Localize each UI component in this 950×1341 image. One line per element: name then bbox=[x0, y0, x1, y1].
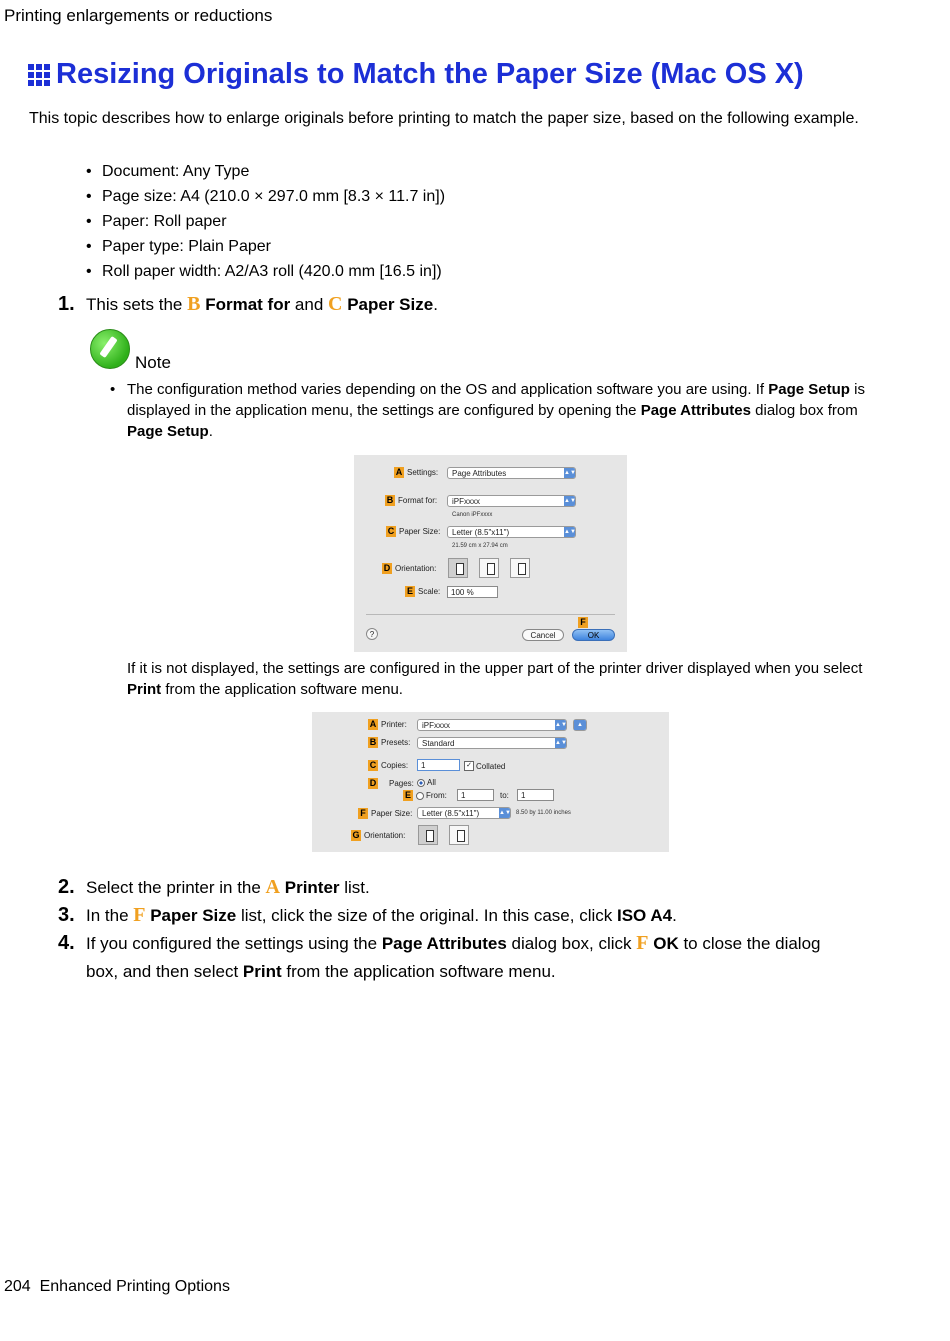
all-pages-radio[interactable] bbox=[417, 779, 425, 787]
step-number: 3. bbox=[58, 904, 75, 926]
callout-tag: E bbox=[404, 790, 411, 800]
all-label: All bbox=[427, 778, 436, 787]
paper-dimensions: 8.50 by 11.00 inches bbox=[516, 810, 571, 816]
step-number: 2. bbox=[58, 876, 75, 898]
topic-grid-icon bbox=[28, 64, 50, 86]
printer-label: Printer: bbox=[381, 720, 407, 729]
copies-input[interactable]: 1 bbox=[417, 759, 460, 771]
scale-input[interactable]: 100 % bbox=[447, 586, 498, 598]
page-title-text: Resizing Originals to Match the Paper Size (Mac OS X) bbox=[56, 58, 804, 90]
step-4 bbox=[58, 929, 838, 986]
page-range-radio[interactable] bbox=[416, 792, 424, 800]
orientation-label: Orientation: bbox=[395, 564, 437, 573]
step-2 bbox=[58, 873, 370, 902]
callout-tag: B bbox=[386, 495, 394, 505]
chevron-updown-icon: ▲▼ bbox=[555, 740, 567, 746]
paper-size-label: Paper Size: bbox=[399, 527, 441, 536]
disclosure-button[interactable] bbox=[573, 719, 587, 731]
paper-size-popup[interactable]: Letter (8.5"x11") ▲▼ bbox=[447, 526, 576, 538]
landscape-right-orientation-icon[interactable] bbox=[510, 558, 530, 578]
cancel-button[interactable]: Cancel bbox=[522, 629, 564, 641]
callout-tag: D bbox=[369, 778, 377, 788]
step-number: 4. bbox=[58, 932, 75, 954]
chevron-updown-icon: ▲▼ bbox=[564, 529, 576, 535]
format-for-popup[interactable]: iPFxxxx ▲▼ bbox=[447, 495, 576, 507]
settings-popup[interactable]: Page Attributes ▲▼ bbox=[447, 467, 576, 479]
presets-label: Presets: bbox=[381, 738, 411, 747]
note-text: • The configuration method varies depending on the OS and application software you are using. If Page Setup is displayed in the application menu, the settings are configured by opening the Page Attributes dialog box from Page Setup. bbox=[110, 381, 865, 440]
chevron-updown-icon: ▲▼ bbox=[499, 810, 511, 816]
list-item: • Paper type: Plain Paper bbox=[86, 234, 445, 259]
to-input[interactable]: 1 bbox=[517, 789, 554, 801]
printer-popup[interactable]: iPFxxxx ▲▼ bbox=[417, 719, 567, 731]
ok-button[interactable]: OK bbox=[572, 629, 615, 641]
list-item: • Document: Any Type bbox=[86, 159, 445, 184]
page-number: 204 bbox=[4, 1278, 31, 1295]
paper-size-subtext: 21.59 cm x 27.94 cm bbox=[452, 543, 508, 549]
intro-paragraph: This topic describes how to enlarge originals before printing to match the paper size, based on the following example. bbox=[29, 110, 859, 127]
copies-label: Copies: bbox=[381, 761, 409, 770]
list-item: • Paper: Roll paper bbox=[86, 209, 445, 234]
callout-tag: B bbox=[369, 737, 377, 747]
callout-tag: E bbox=[406, 586, 413, 596]
step-text: If you configured the settings using the Page Attributes dialog box, click F OK to close the dialog box, and then select Print from the application software menu. bbox=[86, 932, 821, 981]
paper-size-popup[interactable]: Letter (8.5"x11") ▲▼ bbox=[417, 807, 511, 819]
note-label: Note bbox=[135, 353, 171, 372]
landscape-orientation-icon[interactable] bbox=[449, 825, 469, 845]
to-label: to: bbox=[500, 791, 509, 800]
step-number: 1. bbox=[58, 293, 75, 315]
portrait-orientation-icon[interactable] bbox=[448, 558, 468, 578]
callout-tag: F bbox=[358, 808, 368, 819]
paper-size-label: Paper Size: bbox=[371, 809, 413, 818]
format-for-label: Format for: bbox=[398, 496, 438, 505]
settings-label: Settings: bbox=[407, 468, 439, 477]
chevron-updown-icon: ▲▼ bbox=[564, 498, 576, 504]
callout-tag: C bbox=[369, 760, 377, 770]
footer-section: Enhanced Printing Options bbox=[39, 1278, 230, 1295]
landscape-left-orientation-icon[interactable] bbox=[479, 558, 499, 578]
callout-tag: A bbox=[369, 719, 377, 729]
chevron-updown-icon: ▲▼ bbox=[564, 470, 576, 476]
callout-tag: D bbox=[383, 563, 391, 573]
page-attributes-dialog bbox=[354, 455, 627, 652]
example-list bbox=[86, 159, 445, 284]
help-icon[interactable]: ? bbox=[366, 628, 378, 640]
presets-popup[interactable]: Standard ▲▼ bbox=[417, 737, 567, 749]
page-title bbox=[28, 58, 804, 91]
step-text: Select the printer in the A Printer list. bbox=[86, 876, 370, 898]
list-item: • Roll paper width: A2/A3 roll (420.0 mm [16.5 in]) bbox=[86, 259, 445, 284]
divider bbox=[366, 614, 615, 615]
scale-label: Scale: bbox=[418, 587, 441, 596]
step-3 bbox=[58, 901, 677, 930]
callout-tag: G bbox=[352, 830, 360, 840]
callout-tag: A bbox=[395, 467, 403, 477]
pages-label: Pages: bbox=[389, 779, 414, 788]
callout-tag: F bbox=[578, 617, 588, 628]
orientation-label: Orientation: bbox=[364, 831, 406, 840]
print-dialog bbox=[312, 712, 669, 852]
portrait-orientation-icon[interactable] bbox=[418, 825, 438, 845]
step-text: In the F Paper Size list, click the size of the original. In this case, click ISO A4. bbox=[86, 904, 677, 926]
from-label: From: bbox=[426, 791, 447, 800]
page-footer bbox=[4, 1278, 230, 1296]
format-for-subtext: Canon iPFxxxx bbox=[452, 512, 493, 518]
step-text: This sets the B Format for and C Paper Size. bbox=[86, 293, 438, 315]
running-header: Printing enlargements or reductions bbox=[4, 6, 273, 25]
callout-tag: C bbox=[387, 526, 395, 536]
step-1 bbox=[58, 290, 438, 319]
list-item: • Page size: A4 (210.0 × 297.0 mm [8.3 × 11.7 in]) bbox=[86, 184, 445, 209]
paragraph: If it is not displayed, the settings are configured in the upper part of the printer driver displayed when you select Print from the application software menu. bbox=[127, 660, 863, 698]
collated-checkbox[interactable]: ✓ bbox=[464, 761, 474, 771]
chevron-updown-icon: ▲▼ bbox=[555, 722, 567, 728]
collated-label: Collated bbox=[476, 761, 506, 771]
disclosure-triangle-icon: ▲ bbox=[574, 720, 586, 730]
from-input[interactable]: 1 bbox=[457, 789, 494, 801]
note-pencil-icon bbox=[90, 329, 130, 369]
